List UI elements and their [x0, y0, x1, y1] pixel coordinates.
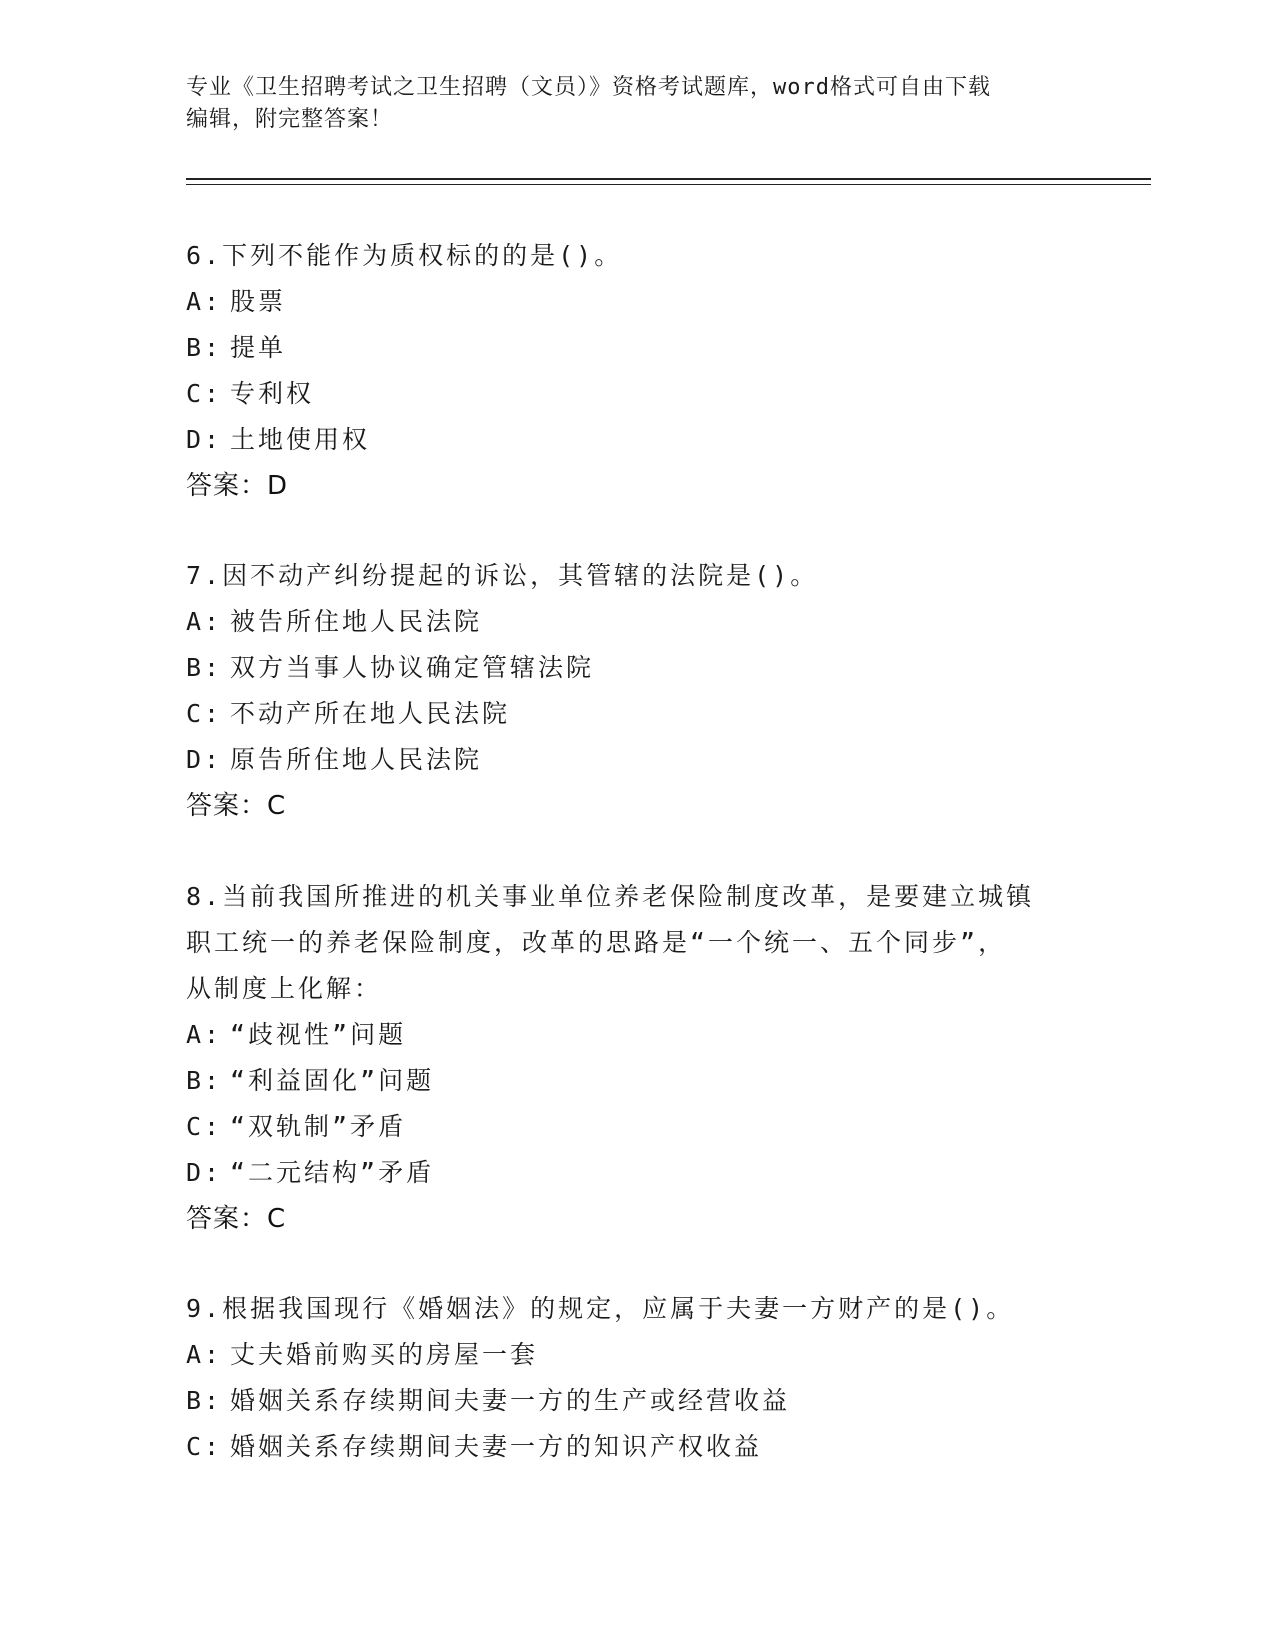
- question-7: [186, 553, 1086, 829]
- option-text: “二元结构”矛盾: [230, 1158, 435, 1187]
- option-b: [186, 325, 1086, 371]
- option-text: 婚姻关系存续期间夫妻一方的知识产权收益: [230, 1432, 763, 1461]
- option-letter: B:: [186, 653, 223, 682]
- option-text: 股票: [230, 287, 287, 316]
- header-divider-thick: [186, 178, 1151, 180]
- option-c: [186, 371, 1086, 417]
- question-8: [186, 874, 1086, 1242]
- option-letter: B:: [186, 1386, 223, 1415]
- question-stem-line-2: 职工统一的养老保险制度，改革的思路是“一个统一、五个同步”，: [186, 928, 1007, 957]
- answer-line: 答案：C: [186, 1204, 287, 1234]
- option-letter: A:: [186, 1340, 223, 1369]
- option-text: 被告所住地人民法院: [230, 607, 483, 636]
- option-letter: B:: [186, 1066, 223, 1095]
- option-letter: A:: [186, 607, 223, 636]
- question-6: [186, 233, 1086, 509]
- option-d: [186, 417, 1086, 463]
- header-divider-thin: [186, 184, 1151, 185]
- document-header: [186, 72, 1066, 136]
- question-stem: 6.下列不能作为质权标的的是()。: [186, 241, 623, 270]
- option-text: “利益固化”问题: [230, 1066, 435, 1095]
- option-text: 婚姻关系存续期间夫妻一方的生产或经营收益: [230, 1386, 791, 1415]
- option-letter: D:: [186, 745, 223, 774]
- option-letter: C:: [186, 1432, 223, 1461]
- option-letter: C:: [186, 1112, 223, 1141]
- option-c: [186, 691, 1086, 737]
- option-a: [186, 599, 1086, 645]
- option-c: [186, 1424, 1086, 1470]
- question-stem-line-3: 从制度上化解：: [186, 974, 383, 1003]
- option-text: 提单: [230, 333, 287, 362]
- option-a: [186, 1012, 1086, 1058]
- option-d: [186, 737, 1086, 783]
- answer-line: 答案：C: [186, 791, 287, 821]
- option-letter: C:: [186, 379, 223, 408]
- question-stem-line-1: 8.当前我国所推进的机关事业单位养老保险制度改革，是要建立城镇: [186, 882, 1035, 911]
- option-text: “歧视性”问题: [230, 1020, 407, 1049]
- option-letter: D:: [186, 425, 223, 454]
- header-line-2: 编辑，附完整答案！: [186, 107, 394, 132]
- header-line-1: 专业《卫生招聘考试之卫生招聘（文员）》资格考试题库，word格式可自由下载: [186, 75, 991, 100]
- question-9: [186, 1286, 1086, 1470]
- question-stem: 9.根据我国现行《婚姻法》的规定，应属于夫妻一方财产的是()。: [186, 1294, 1015, 1323]
- option-b: [186, 645, 1086, 691]
- option-a: [186, 1332, 1086, 1378]
- question-stem: 7.因不动产纠纷提起的诉讼，其管辖的法院是()。: [186, 561, 819, 590]
- option-text: 双方当事人协议确定管辖法院: [230, 653, 595, 682]
- option-text: 土地使用权: [230, 425, 371, 454]
- option-letter: A:: [186, 1020, 223, 1049]
- option-letter: B:: [186, 333, 223, 362]
- option-text: “双轨制”矛盾: [230, 1112, 407, 1141]
- option-b: [186, 1058, 1086, 1104]
- option-letter: A:: [186, 287, 223, 316]
- option-b: [186, 1378, 1086, 1424]
- option-c: [186, 1104, 1086, 1150]
- option-a: [186, 279, 1086, 325]
- option-text: 不动产所在地人民法院: [230, 699, 511, 728]
- option-letter: C:: [186, 699, 223, 728]
- option-d: [186, 1150, 1086, 1196]
- option-text: 专利权: [230, 379, 315, 408]
- answer-line: 答案：D: [186, 471, 289, 501]
- option-letter: D:: [186, 1158, 223, 1187]
- option-text: 丈夫婚前购买的房屋一套: [230, 1340, 539, 1369]
- option-text: 原告所住地人民法院: [230, 745, 483, 774]
